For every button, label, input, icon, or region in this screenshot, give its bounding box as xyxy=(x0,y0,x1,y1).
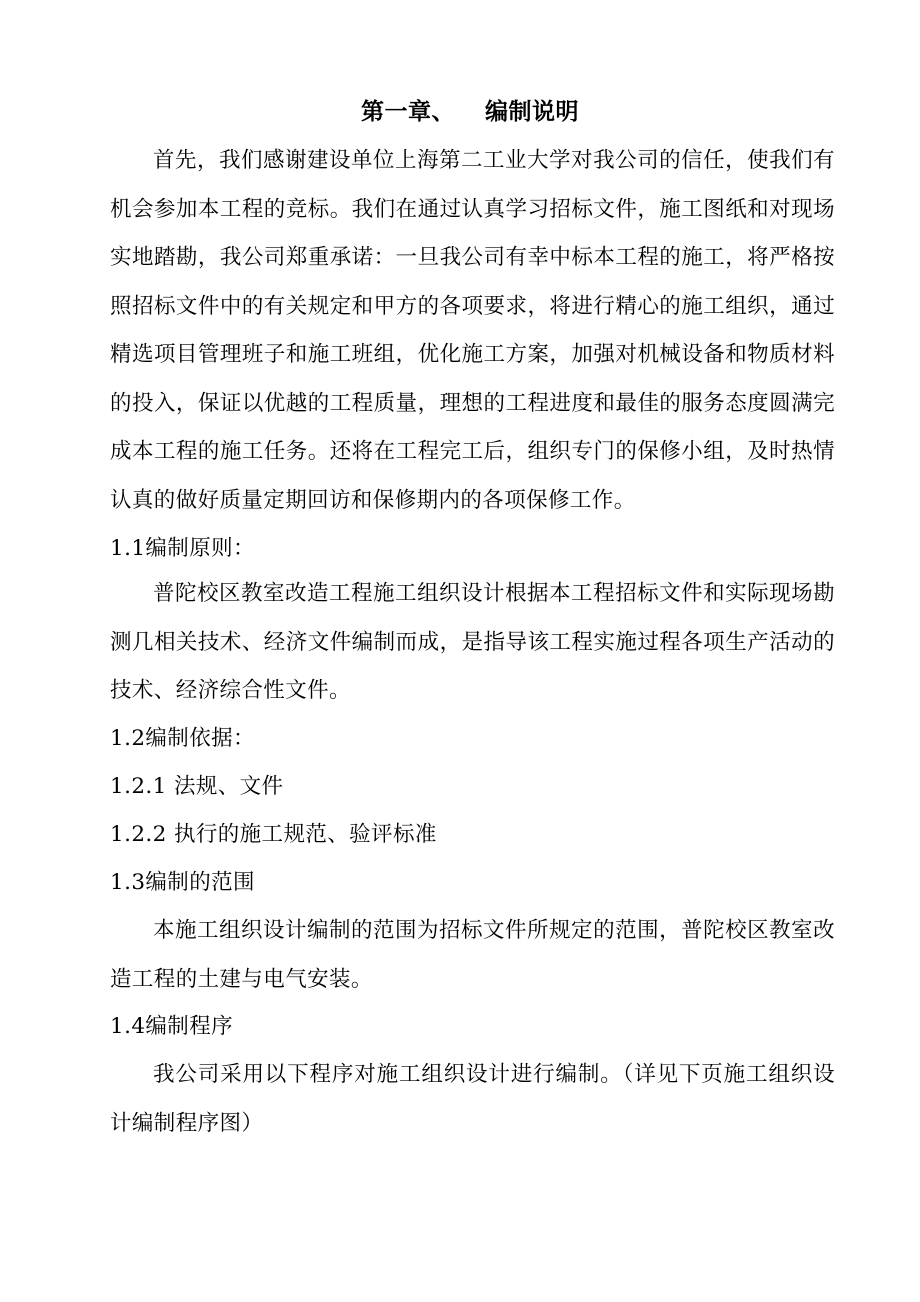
section-1-1-paragraph: 普陀校区教室改造工程施工组织设计根据本工程招标文件和实际现场勘测几相关技术、经济文件编制而成，是指导该工程实施过程各项生产活动的技术、经济综合性文件。 xyxy=(110,581,835,703)
chapter-title xyxy=(0,92,920,132)
section-1-4-heading: 1.4编制程序 xyxy=(110,1014,233,1039)
section-1-3-heading: 1.3编制的范围 xyxy=(110,870,255,895)
intro-paragraph: 首先，我们感谢建设单位上海第二工业大学对我公司的信任，使我们有机会参加本工程的竞标。我们在通过认真学习招标文件，施工图纸和对现场实地踏勘，我公司郑重承诺：一旦我公司有幸中标本工程的施工，将严格按照招标文件中的有关规定和甲方的各项要求，将进行精心的施工组织，通过精选项目管理班子和施工班组，优化施工方案，加强对机械设备和物质材料的投入，保证以优越的工程质量，理想的工程进度和最佳的服务态度圆满完成本工程的施工任务。还将在工程完工后，组织专门的保修小组，及时热情认真的做好质量定期回访和保修期内的各项保修工作。 xyxy=(110,148,835,513)
section-1-4-paragraph: 我公司采用以下程序对施工组织设计进行编制。（详见下页施工组织设计编制程序图） xyxy=(110,1062,835,1136)
chapter-number: 第一章、 xyxy=(361,99,455,125)
chapter-name: 编制说明 xyxy=(485,99,579,125)
section-1-2-1-heading: 1.2.1 法规、文件 xyxy=(110,774,284,799)
section-1-2-2-heading: 1.2.2 执行的施工规范、验评标准 xyxy=(110,822,437,847)
section-1-3-paragraph: 本施工组织设计编制的范围为招标文件所规定的范围，普陀校区教室改造工程的土建与电气安装。 xyxy=(110,918,835,992)
section-1-1-heading: 1.1编制原则： xyxy=(110,536,255,561)
section-1-2-heading: 1.2编制依据： xyxy=(110,726,255,751)
